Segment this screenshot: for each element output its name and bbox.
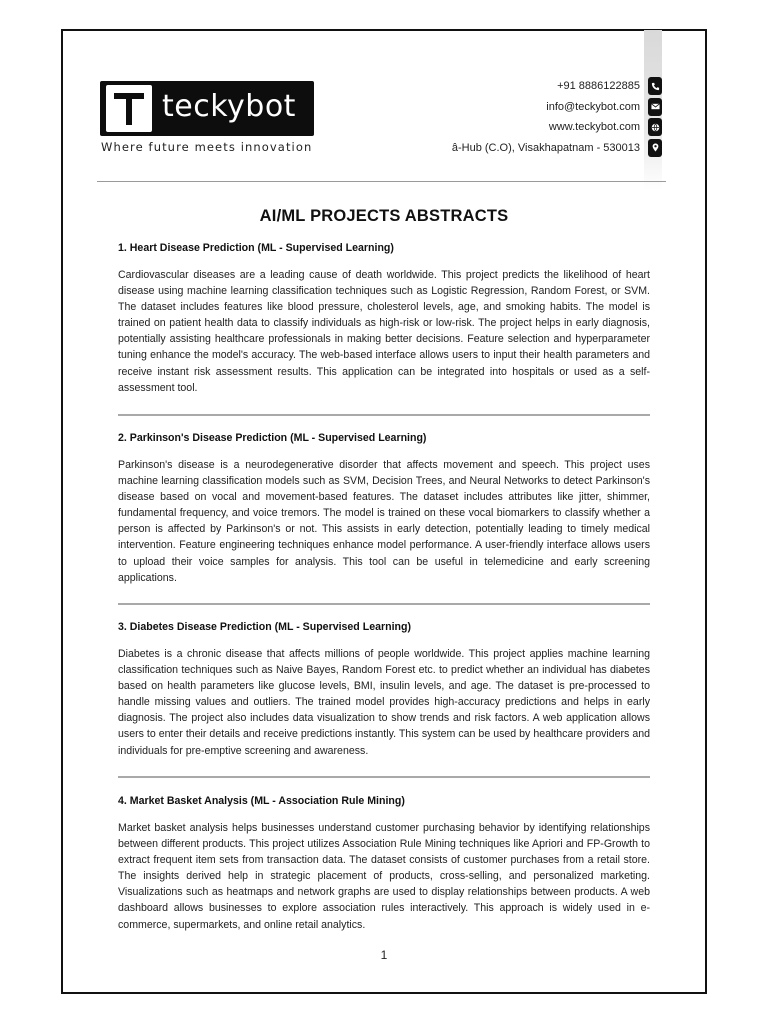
location-icon bbox=[648, 139, 662, 157]
section-divider bbox=[118, 776, 650, 778]
section-body: Cardiovascular diseases are a leading cause of death worldwide. This project predicts the likelihood of heart disease using machine learning classification techniques such as Logistic Regression, Random Forest, or SVM. The dataset includes features like blood pressure, cholesterol levels, age, and smoking habits. The model is trained on patient health data to classify individuals as high-risk or low-risk. The project helps in early diagnosis, potentially assisting healthcare professionals in making better decisions. Feature selection and hyperparameter tuning enhance the model's accuracy. The web-based interface allows users to input their health parameters and receive instant risk assessment results. This application can be integrated into hospitals or used as a self-assessment tool. bbox=[118, 269, 650, 394]
section-body: Parkinson's disease is a neurodegenerative disorder that affects movement and speech. This project uses machine learning classification models such as SVM, Decision Trees, and Neural Networks to detect Parkinson's disease based on vocal and movement-based features. The dataset includes attributes like jitter, shimmer, fundamental frequency, and voice tremors. The model is trained on these vocal biomarkers to classify whether a person is affected by Parkinson's or not. This assists in early detection, potentially leading to timely medical intervention. Feature engineering techniques enhance model performance. A user-friendly interface allows users to upload their voice samples for analysis. This tool can be useful in telemedicine and early screening applications. bbox=[118, 459, 650, 584]
contact-address-text: â-Hub (C.O), Visakhapatnam - 530013 bbox=[451, 141, 640, 154]
contact-phone-text: +91 8886122885 bbox=[557, 80, 640, 93]
section-divider bbox=[118, 414, 650, 416]
contact-address bbox=[452, 138, 662, 159]
document-title: AI/ML PROJECTS ABSTRACTS bbox=[259, 207, 509, 225]
section-body: Market basket analysis helps businesses understand customer purchasing behavior by identifying relationships between different products. This project utilizes Association Rule Mining techniques like Apriori and FP-Growth to extract frequent item sets from transaction data. The dataset consists of customer purchases from a retail store. The insights derived help in strategic placement of products, cross-selling, and personalized marketing. Visualizations such as heatmaps and network graphs are used to display relationships between products. A web dashboard allows businesses to explore association rules interactively. This approach is widely used in e-commerce, supermarkets, and online retail analytics. bbox=[118, 822, 650, 931]
section-heading: 3. Diabetes Disease Prediction (ML - Supervised Learning) bbox=[118, 621, 411, 633]
contact-info bbox=[452, 76, 662, 158]
section-heading: 2. Parkinson's Disease Prediction (ML - Supervised Learning) bbox=[118, 432, 427, 444]
contact-website bbox=[452, 117, 662, 138]
contact-phone bbox=[452, 76, 662, 97]
header-divider bbox=[97, 181, 666, 182]
section-market-basket bbox=[118, 795, 650, 933]
section-divider bbox=[118, 603, 650, 605]
contact-email bbox=[452, 97, 662, 118]
page-number: 1 bbox=[380, 948, 388, 962]
globe-icon bbox=[648, 118, 662, 136]
brand-tagline: Where future meets innovation bbox=[101, 140, 313, 154]
email-icon bbox=[648, 98, 662, 116]
contact-email-text: info@teckybot.com bbox=[546, 100, 640, 113]
contact-website-text: www.teckybot.com bbox=[548, 121, 640, 134]
section-parkinsons bbox=[118, 432, 650, 586]
phone-icon bbox=[648, 77, 662, 95]
section-body: Diabetes is a chronic disease that affects millions of people worldwide. This project applies machine learning classification techniques such as Naive Bayes, Random Forest etc. to predict whether an individual has diabetes based on health parameters like glucose levels, BMI, insulin levels, and age. The dataset is pre-processed to handle missing values and outliers. The trained model provides high-accuracy predictions and helps in early diagnosis. The project also includes data visualization to show trends and risk factors. A web application allows users to enter their details and receive predictions instantly. This system can be used by healthcare providers and individuals for pre-emptive screening and awareness. bbox=[118, 648, 650, 757]
section-heading: 4. Market Basket Analysis (ML - Association Rule Mining) bbox=[118, 795, 405, 807]
section-heart-disease bbox=[118, 242, 650, 396]
brand-logo bbox=[100, 81, 314, 136]
section-diabetes bbox=[118, 621, 650, 759]
brand-name: teckybot bbox=[162, 89, 296, 124]
section-heading: 1. Heart Disease Prediction (ML - Supervised Learning) bbox=[118, 242, 394, 254]
logo-letter-mark bbox=[106, 85, 152, 132]
